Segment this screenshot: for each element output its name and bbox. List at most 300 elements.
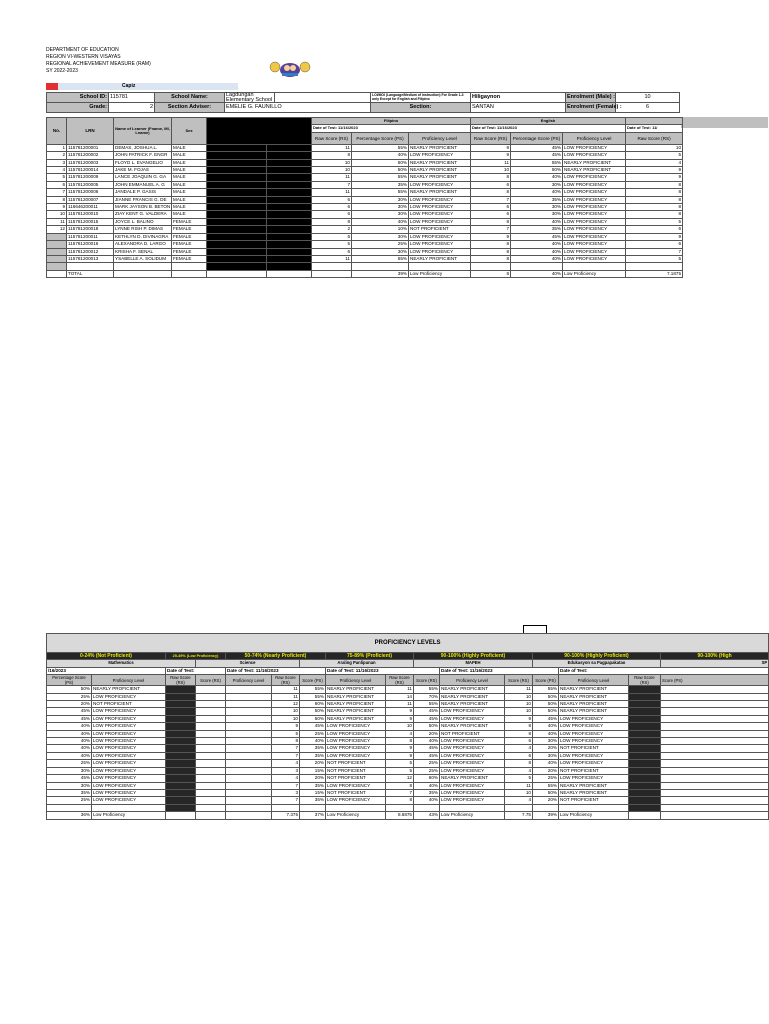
cell-p-pl: LOW PROFICIENCY bbox=[440, 789, 505, 796]
cell-a-pl: LOW PROFICIENCY bbox=[326, 797, 386, 804]
cell-p-pl: LOW PROFICIENCY bbox=[440, 752, 505, 759]
cell-e-rs: 6 bbox=[471, 211, 511, 218]
col-header-score: Score (RS) bbox=[505, 675, 533, 686]
cell-a-ps: 50% bbox=[300, 715, 326, 722]
cell-m-ps: 45% bbox=[47, 715, 92, 722]
cell-a-pl: NOT PROFICIENT bbox=[326, 760, 386, 767]
col-header-sex: Sex bbox=[172, 118, 207, 145]
cell-name: ZIAY KENT G. VALDERA bbox=[114, 211, 172, 218]
cell-f-ps: 10% bbox=[352, 226, 409, 233]
cell-e-rs: 8 bbox=[505, 730, 533, 737]
cell-name: JOHN EMMANUEL A. G bbox=[114, 181, 172, 188]
cell-f-ps: 40% bbox=[352, 152, 409, 159]
cell-f-pl: LOW PROFICIENCY bbox=[409, 196, 471, 203]
cell-p-ps: 45% bbox=[414, 745, 440, 752]
cell-m-ps: 50% bbox=[47, 686, 92, 693]
cell-a-rs: 11 bbox=[272, 686, 300, 693]
cell-sex: MALE bbox=[172, 211, 207, 218]
cell-sex: FEMALE bbox=[172, 218, 207, 225]
cell-lrn: 115781200015 bbox=[67, 218, 114, 225]
cell-no bbox=[47, 233, 67, 240]
cell-m-ps: 25% bbox=[47, 797, 92, 804]
cell-a-rs: 4 bbox=[272, 760, 300, 767]
grade-label: Grade: bbox=[47, 103, 109, 113]
col-header-raw: Raw Score (RS) bbox=[386, 675, 414, 686]
col-header-ps: Percentage Score (PS) bbox=[352, 132, 409, 144]
cell-e-rs: 10 bbox=[505, 708, 533, 715]
cell-f-ps: 30% bbox=[352, 248, 409, 255]
cell-p-pl: LOW PROFICIENCY bbox=[440, 767, 505, 774]
cell-x: 4 bbox=[626, 159, 683, 166]
cell-no: 2 bbox=[47, 152, 67, 159]
cell-e-ps: 40% bbox=[533, 730, 559, 737]
total-cell: 43% bbox=[414, 812, 440, 819]
cell-sex: MALE bbox=[172, 167, 207, 174]
cell-e-rs: 5 bbox=[505, 775, 533, 782]
cell-f-pl: LOW PROFICIENCY bbox=[409, 241, 471, 248]
cell-x: 9 bbox=[626, 174, 683, 181]
cell-name: KRISHA F. SENAL bbox=[114, 248, 172, 255]
col-header-score: Score (PS) bbox=[661, 675, 769, 686]
cell-f-ps: 35% bbox=[352, 181, 409, 188]
subject-english: English bbox=[471, 118, 626, 125]
cell-e-rs: 7 bbox=[471, 226, 511, 233]
cell-a-pl: NEARLY PROFICIENT bbox=[326, 708, 386, 715]
cell-e-ps: 30% bbox=[511, 181, 563, 188]
table-row bbox=[47, 693, 769, 700]
cell-a-ps: 35% bbox=[300, 797, 326, 804]
table-row bbox=[47, 745, 769, 752]
col-header-score: Score (RS) bbox=[196, 675, 226, 686]
col-header-no: No. bbox=[47, 118, 67, 145]
subject-araling-panlipunan: Araling Panlipunan bbox=[300, 660, 414, 667]
school-name-label: School Name: bbox=[155, 93, 225, 103]
cell-a-pl: NEARLY PROFICIENT bbox=[326, 686, 386, 693]
cell-e-pl: NEARLY PROFICIENT bbox=[559, 789, 629, 796]
cell-a-ps: 20% bbox=[300, 775, 326, 782]
cell-p-pl: LOW PROFICIENCY bbox=[440, 738, 505, 745]
adviser-value: EMELIE G. FAUNILLO bbox=[225, 103, 371, 113]
cell-f-ps: 50% bbox=[352, 159, 409, 166]
cell-e-ps: 55% bbox=[533, 686, 559, 693]
cell-f-pl: LOW PROFICIENCY bbox=[409, 204, 471, 211]
cell-e-pl: LOW PROFICIENCY bbox=[563, 144, 626, 151]
cell-e-ps: 20% bbox=[533, 745, 559, 752]
cell-a-pl: NEARLY PROFICIENT bbox=[326, 715, 386, 722]
col-header-pl: Proficiency Level bbox=[226, 675, 272, 686]
subject-sp: SP bbox=[661, 660, 769, 667]
cell-e-rs: 6 bbox=[505, 752, 533, 759]
cell-f-ps: 30% bbox=[352, 204, 409, 211]
grey-header-band bbox=[681, 117, 768, 128]
cell-f-pl: LOW PROFICIENCY bbox=[409, 152, 471, 159]
cell-e-ps: 40% bbox=[511, 218, 563, 225]
cell-e-pl: NEARLY PROFICIENT bbox=[559, 782, 629, 789]
cell-p-pl: LOW PROFICIENCY bbox=[440, 708, 505, 715]
cell-f-rs: 11 bbox=[312, 255, 352, 262]
cell-m-ps: 30% bbox=[47, 767, 92, 774]
col-header-raw: Raw Score (RS) bbox=[626, 132, 683, 144]
cell-no: 10 bbox=[47, 211, 67, 218]
cell-f-rs: 5 bbox=[312, 241, 352, 248]
cell-x: 5 bbox=[626, 152, 683, 159]
level-highly-proficient: 90-100% (High bbox=[661, 653, 769, 660]
cell-e-pl: LOW PROFICIENCY bbox=[563, 196, 626, 203]
subject-mathematics: Mathematics bbox=[47, 660, 196, 667]
cell-e-rs: 8 bbox=[471, 189, 511, 196]
cell-name: JANDALE P. GASIS bbox=[114, 189, 172, 196]
table-row bbox=[47, 797, 769, 804]
learner-scores-table bbox=[46, 117, 683, 278]
cell-lrn: 115781200001 bbox=[67, 144, 114, 151]
document-header bbox=[46, 47, 151, 75]
cell-no: 6 bbox=[47, 181, 67, 188]
col-header-pl: Proficiency Level bbox=[559, 675, 629, 686]
cell-e-rs: 4 bbox=[505, 797, 533, 804]
cell-e-ps: 30% bbox=[533, 752, 559, 759]
cell-e-pl: NEARLY PROFICIENT bbox=[563, 159, 626, 166]
cell-m-ps: 25% bbox=[47, 693, 92, 700]
test-date-ap: Date of Test: 11/16/2023 bbox=[226, 667, 326, 674]
cell-a-pl: LOW PROFICIENCY bbox=[326, 730, 386, 737]
cell-e-ps: 50% bbox=[533, 708, 559, 715]
cell-e-rs: 8 bbox=[471, 255, 511, 262]
cell-f-pl: LOW PROFICIENCY bbox=[409, 248, 471, 255]
cell-e-pl: LOW PROFICIENCY bbox=[563, 226, 626, 233]
cell-no bbox=[47, 255, 67, 262]
table-row bbox=[47, 760, 769, 767]
cell-f-ps: 30% bbox=[352, 196, 409, 203]
cell-e-ps: 50% bbox=[533, 701, 559, 708]
enrolment-male-value: 10 bbox=[616, 93, 680, 103]
cell-e-ps: 20% bbox=[533, 797, 559, 804]
cell-a-ps: 60% bbox=[300, 701, 326, 708]
cell-f-rs: 2 bbox=[312, 226, 352, 233]
cell-e-rs: 11 bbox=[505, 782, 533, 789]
cell-a-rs: 7 bbox=[272, 752, 300, 759]
cell-p-rs: 7 bbox=[386, 789, 414, 796]
cell-x: 6 bbox=[626, 226, 683, 233]
enrolment-female-label: Enrolment (Female) : bbox=[566, 103, 616, 113]
total-cell: 37% bbox=[300, 812, 326, 819]
cell-x: 8 bbox=[626, 196, 683, 203]
cell-x: 8 bbox=[626, 189, 683, 196]
cell-f-pl: LOW PROFICIENCY bbox=[409, 211, 471, 218]
cell-f-rs: 6 bbox=[312, 233, 352, 240]
cell-no: 5 bbox=[47, 174, 67, 181]
cell-e-ps: 30% bbox=[511, 204, 563, 211]
cell-a-pl: LOW PROFICIENCY bbox=[326, 738, 386, 745]
cell-lrn: 115781200011 bbox=[67, 233, 114, 240]
table-row bbox=[47, 708, 769, 715]
cell-sex: MALE bbox=[172, 189, 207, 196]
cell-f-ps: 25% bbox=[352, 241, 409, 248]
cell-lrn: 115781200002 bbox=[67, 152, 114, 159]
cell-m-pl: LOW PROFICIENCY bbox=[92, 775, 166, 782]
cell-e-ps: 25% bbox=[533, 775, 559, 782]
school-info-table bbox=[46, 92, 680, 113]
level-highly-proficient: 90-100% (Highly Proficient) bbox=[533, 653, 661, 660]
cell-a-pl: NOT PROFICIENT bbox=[326, 775, 386, 782]
table-row bbox=[47, 152, 683, 159]
cell-p-rs: 8 bbox=[386, 797, 414, 804]
cell-m-pl: LOW PROFICIENCY bbox=[92, 730, 166, 737]
cell-e-rs: 10 bbox=[505, 693, 533, 700]
cell-p-rs: 5 bbox=[386, 767, 414, 774]
table-row bbox=[47, 715, 769, 722]
test-date-mapeh: Date of Test: 11/16/2023 bbox=[326, 667, 440, 674]
cell-e-pl: LOW PROFICIENCY bbox=[559, 752, 629, 759]
col-header-score: Score (PS) bbox=[533, 675, 559, 686]
cell-f-rs: 11 bbox=[312, 189, 352, 196]
cell-f-pl: NEARLY PROFICIENT bbox=[409, 174, 471, 181]
cell-e-pl: LOW PROFICIENCY bbox=[559, 738, 629, 745]
cell-p-rs: 4 bbox=[386, 730, 414, 737]
cell-lrn: 116646200011 bbox=[67, 204, 114, 211]
cell-p-rs: 9 bbox=[386, 708, 414, 715]
cell-e-pl: NEARLY PROFICIENT bbox=[563, 167, 626, 174]
cell-a-ps: 15% bbox=[300, 767, 326, 774]
cell-m-pl: LOW PROFICIENCY bbox=[92, 797, 166, 804]
cell-e-pl: NEARLY PROFICIENT bbox=[559, 686, 629, 693]
table-row bbox=[47, 775, 769, 782]
language-value: Hiligaynon bbox=[471, 93, 566, 103]
cell-a-ps: 55% bbox=[300, 693, 326, 700]
proficiency-levels-title: PROFICIENCY LEVELS bbox=[47, 634, 769, 653]
cell-e-rs: 7 bbox=[471, 196, 511, 203]
table-row bbox=[47, 752, 769, 759]
cell-a-rs: 3 bbox=[272, 789, 300, 796]
cell-a-pl: LOW PROFICIENCY bbox=[326, 723, 386, 730]
cell-e-ps: 35% bbox=[511, 226, 563, 233]
cell-e-pl: LOW PROFICIENCY bbox=[563, 211, 626, 218]
cell-p-ps: 60% bbox=[414, 775, 440, 782]
cell-e-pl: NEARLY PROFICIENT bbox=[559, 708, 629, 715]
cell-m-ps: 40% bbox=[47, 730, 92, 737]
total-cell: Low Proficiency bbox=[563, 270, 626, 277]
header-line: SY 2022-2023 bbox=[46, 68, 78, 74]
cell-e-ps: 40% bbox=[533, 723, 559, 730]
cell-e-ps: 40% bbox=[511, 189, 563, 196]
cell-no: 12 bbox=[47, 226, 67, 233]
cell-p-ps: 25% bbox=[414, 760, 440, 767]
cell-p-pl: LOW PROFICIENCY bbox=[440, 782, 505, 789]
total-cell: 7.75 bbox=[505, 812, 533, 819]
cell-m-ps: 40% bbox=[47, 723, 92, 730]
cell-m-pl: LOW PROFICIENCY bbox=[92, 767, 166, 774]
total-cell: Low Proficiency bbox=[440, 812, 505, 819]
cell-a-rs: 12 bbox=[272, 701, 300, 708]
cell-e-pl: NOT PROFICIENT bbox=[559, 767, 629, 774]
cell-p-rs: 8 bbox=[386, 782, 414, 789]
cell-f-pl: LOW PROFICIENCY bbox=[409, 181, 471, 188]
col-header-raw: Raw Score (RS) bbox=[166, 675, 196, 686]
cell-a-rs: 10 bbox=[272, 708, 300, 715]
cell-m-pl: LOW PROFICIENCY bbox=[92, 693, 166, 700]
cell-e-pl: LOW PROFICIENCY bbox=[563, 152, 626, 159]
table-row bbox=[47, 701, 769, 708]
cell-e-pl: NOT PROFICIENT bbox=[559, 745, 629, 752]
cell-no: 1 bbox=[47, 144, 67, 151]
cell-no bbox=[47, 248, 67, 255]
cell-name: JOHN PATRICK F. ENGR bbox=[114, 152, 172, 159]
cell-f-rs: 8 bbox=[312, 152, 352, 159]
cell-f-pl: NEARLY PROFICIENT bbox=[409, 255, 471, 262]
cell-lrn: 115781200016 bbox=[67, 241, 114, 248]
cell-p-ps: 45% bbox=[414, 715, 440, 722]
table-row bbox=[47, 211, 683, 218]
table-row bbox=[47, 738, 769, 745]
cell-m-pl: LOW PROFICIENCY bbox=[92, 782, 166, 789]
cell-f-rs: 11 bbox=[312, 144, 352, 151]
col-header-lrn: LRN bbox=[67, 118, 114, 145]
subject-filipino: Filipino bbox=[312, 118, 471, 125]
table-row bbox=[47, 233, 683, 240]
cell-m-pl: LOW PROFICIENCY bbox=[92, 745, 166, 752]
cell-f-ps: 30% bbox=[352, 211, 409, 218]
school-name-value: Lagdungan Elementary School bbox=[225, 93, 275, 103]
cell-e-rs: 10 bbox=[505, 789, 533, 796]
school-id-label: School ID: bbox=[47, 93, 109, 103]
program-logo-icon bbox=[268, 58, 312, 80]
cell-lrn: 115781200012 bbox=[67, 248, 114, 255]
cell-a-ps: 45% bbox=[300, 723, 326, 730]
test-date-next: Date of Test: bbox=[559, 667, 769, 674]
cell-e-ps: 40% bbox=[511, 241, 563, 248]
table-row bbox=[47, 174, 683, 181]
cell-name: JIANNE FRANCIS G. DE bbox=[114, 196, 172, 203]
cell-a-rs: 3 bbox=[272, 767, 300, 774]
cell-no bbox=[47, 241, 67, 248]
table-row bbox=[47, 218, 683, 225]
level-not-proficient: 0-24% (Not Proficient) bbox=[47, 653, 166, 660]
test-date-science: Date of Test: bbox=[166, 667, 226, 674]
cell-no: 9 bbox=[47, 204, 67, 211]
cell-a-rs: 9 bbox=[272, 723, 300, 730]
cell-e-pl: LOW PROFICIENCY bbox=[563, 233, 626, 240]
cell-sex: MALE bbox=[172, 174, 207, 181]
cell-p-rs: 9 bbox=[386, 745, 414, 752]
cell-m-pl: LOW PROFICIENCY bbox=[92, 752, 166, 759]
table-row bbox=[47, 241, 683, 248]
cell-x: 10 bbox=[626, 144, 683, 151]
cell-lrn: 115781200007 bbox=[67, 196, 114, 203]
cell-a-pl: NOT PROFICIENT bbox=[326, 789, 386, 796]
cell-e-rs: 9 bbox=[471, 144, 511, 151]
cell-m-ps: 45% bbox=[47, 708, 92, 715]
cell-sex: MALE bbox=[172, 152, 207, 159]
total-row bbox=[47, 812, 769, 819]
subject-esp: Edukasyon sa Pagpapakatao bbox=[533, 660, 661, 667]
cell-m-ps: 45% bbox=[47, 775, 92, 782]
total-cell: Low Proficiency bbox=[559, 812, 629, 819]
cell-no: 8 bbox=[47, 196, 67, 203]
cell-f-rs: 11 bbox=[312, 174, 352, 181]
cell-e-ps: 50% bbox=[533, 789, 559, 796]
table-row bbox=[47, 782, 769, 789]
school-id-value: 115781 bbox=[109, 93, 155, 103]
col-header-pl: Proficiency Level bbox=[409, 132, 471, 144]
cell-x: 5 bbox=[626, 218, 683, 225]
enrolment-male-label: Enrolment (Male) : bbox=[566, 93, 616, 103]
cell-e-ps: 40% bbox=[511, 248, 563, 255]
cell-e-pl: NOT PROFICIENT bbox=[559, 797, 629, 804]
cell-p-rs: 14 bbox=[386, 693, 414, 700]
cell-f-rs: 10 bbox=[312, 167, 352, 174]
cell-p-pl: NEARLY PROFICIENT bbox=[440, 701, 505, 708]
col-header-raw: Raw Score (RS) bbox=[471, 132, 511, 144]
cell-f-pl: NEARLY PROFICIENT bbox=[409, 144, 471, 151]
proficiency-levels-table bbox=[46, 633, 769, 820]
cell-e-pl: LOW PROFICIENCY bbox=[563, 241, 626, 248]
cell-a-pl: NEARLY PROFICIENT bbox=[326, 693, 386, 700]
table-row bbox=[47, 686, 769, 693]
total-cell: 7.375 bbox=[272, 812, 300, 819]
cell-e-pl: LOW PROFICIENCY bbox=[563, 181, 626, 188]
total-cell: 39% bbox=[352, 270, 409, 277]
level-nearly-proficient: 50-74% (Nearly Proficient) bbox=[226, 653, 326, 660]
cell-e-pl: LOW PROFICIENCY bbox=[563, 218, 626, 225]
cell-a-rs: 7 bbox=[272, 782, 300, 789]
cell-x: 8 bbox=[626, 211, 683, 218]
cell-m-pl: LOW PROFICIENCY bbox=[92, 708, 166, 715]
table-row bbox=[47, 189, 683, 196]
cell-p-pl: NEARLY PROFICIENT bbox=[440, 723, 505, 730]
cell-name: JAKE M. FOJAS bbox=[114, 167, 172, 174]
cell-f-ps: 40% bbox=[352, 218, 409, 225]
level-proficient: 75-89% (Proficient) bbox=[326, 653, 414, 660]
cell-p-rs: 10 bbox=[386, 723, 414, 730]
cell-e-ps: 50% bbox=[533, 693, 559, 700]
cell-name: LANCE JOAQUIN G. GA bbox=[114, 174, 172, 181]
total-cell: 40% bbox=[511, 270, 563, 277]
cell-p-pl: NEARLY PROFICIENT bbox=[440, 775, 505, 782]
cell-a-rs: 4 bbox=[272, 775, 300, 782]
cell-e-rs: 6 bbox=[471, 181, 511, 188]
language-note: LOI/MOI (Language/Medium of Instruction) For Grade 1-3 only Except for English and Filipino bbox=[371, 93, 471, 103]
cell-e-pl: LOW PROFICIENCY bbox=[559, 760, 629, 767]
cell-p-pl: LOW PROFICIENCY bbox=[440, 745, 505, 752]
cell-p-ps: 45% bbox=[414, 752, 440, 759]
cell-x: 8 bbox=[626, 204, 683, 211]
cell-p-ps: 40% bbox=[414, 782, 440, 789]
cell-m-pl: LOW PROFICIENCY bbox=[92, 738, 166, 745]
cell-p-ps: 55% bbox=[414, 686, 440, 693]
section-value: SANTAN bbox=[471, 103, 566, 113]
cell-m-pl: LOW PROFICIENCY bbox=[92, 789, 166, 796]
total-cell: 8.6875 bbox=[386, 812, 414, 819]
table-row bbox=[47, 248, 683, 255]
cell-sex: FEMALE bbox=[172, 241, 207, 248]
cell-a-ps: 35% bbox=[300, 782, 326, 789]
cell-p-pl: LOW PROFICIENCY bbox=[440, 715, 505, 722]
cell-f-pl: NEARLY PROFICIENT bbox=[409, 167, 471, 174]
red-marker bbox=[46, 83, 58, 90]
section-label: Section: bbox=[371, 103, 471, 113]
cell-p-rs: 5 bbox=[386, 760, 414, 767]
cell-e-pl: LOW PROFICIENCY bbox=[563, 174, 626, 181]
cell-e-ps: 45% bbox=[511, 233, 563, 240]
cell-a-rs: 7 bbox=[272, 797, 300, 804]
cell-m-pl: NOT PROFICIENT bbox=[92, 701, 166, 708]
total-cell: 36% bbox=[47, 812, 92, 819]
cell-e-ps: 45% bbox=[533, 715, 559, 722]
cell-p-ps: 55% bbox=[414, 701, 440, 708]
col-header-raw: Raw Score (RS) bbox=[312, 132, 352, 144]
cell-f-ps: 50% bbox=[352, 167, 409, 174]
cell-f-pl: NEARLY PROFICIENT bbox=[409, 159, 471, 166]
subject-mapeh: MAPEH bbox=[414, 660, 533, 667]
